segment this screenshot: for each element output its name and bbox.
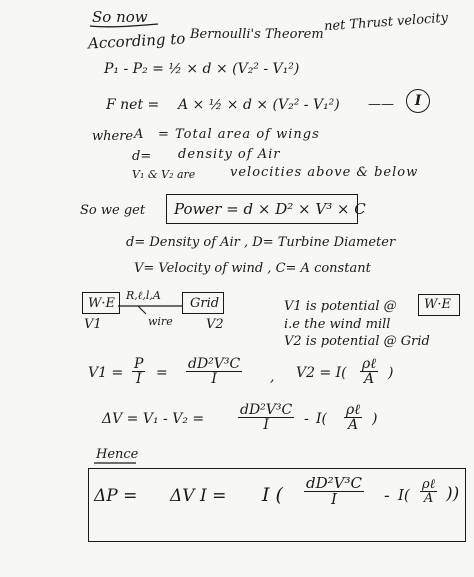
v1-potential-note: V1 is potential @ — [284, 299, 397, 314]
delta-p-lhs: ΔP = — [94, 486, 138, 506]
wind-energy-label: W·E — [88, 296, 115, 311]
velocity-symbols: V₁ & V₂ are — [132, 168, 196, 181]
area-symbol: A — [134, 127, 144, 142]
v1-power-num: dD²V³C — [188, 356, 241, 372]
equation-tag-dash: —— — [368, 97, 394, 112]
delta-p-close-parens: )) — [446, 484, 460, 504]
delta-p-power-den: I — [331, 490, 337, 508]
v1-eq-lhs: V1 = — [88, 365, 124, 381]
v1-power-den: I — [211, 371, 217, 387]
wind-mill-note: i.e the wind mill — [284, 317, 391, 332]
power-formula: Power = d × D² × V³ × C — [174, 200, 366, 218]
delta-p-power-num: dD²V³C — [306, 474, 362, 492]
delta-p-rho-num: ρℓ — [422, 477, 436, 492]
v2-label: V2 — [206, 317, 224, 332]
density-definition: density of Air — [178, 147, 281, 162]
delta-v-i-open: I( — [316, 411, 327, 427]
density-symbol: d= — [132, 149, 152, 164]
v2-close-paren: ) — [388, 365, 394, 381]
net-thrust-note: net Thrust velocity — [323, 10, 449, 35]
velocity-constant-line: V= Velocity of wind , C= A constant — [134, 261, 371, 276]
pressure-equation: P₁ - P₂ = ½ × d × (V₂² - V₁²) — [104, 61, 300, 77]
v2-rho-num: ρℓ — [362, 356, 377, 372]
delta-v-close-paren: ) — [372, 411, 378, 427]
bernoulli-theorem-text: Bernoulli's Theorem — [190, 27, 324, 42]
delta-p-i2: I( — [398, 486, 410, 504]
area-definition: = Total area of wings — [158, 127, 320, 142]
hence-label: Hence — [96, 447, 139, 462]
so-now-heading: So now — [92, 8, 148, 26]
v1-i-den: I — [135, 371, 142, 387]
v1-p-num: P — [134, 356, 144, 372]
density-diameter-line: d= Density of Air , D= Turbine Diameter — [126, 235, 396, 250]
according-to-text: According to — [87, 29, 186, 53]
fnet-rhs: A × ½ × d × (V₂² - V₁²) — [178, 97, 340, 113]
v2-area-den: A — [363, 371, 375, 387]
delta-v-minus: - — [304, 411, 309, 427]
delta-v-area-den: A — [347, 417, 359, 433]
v2-eq-lhs: V2 = I( — [296, 365, 347, 381]
velocity-definition: velocities above & below — [230, 165, 419, 180]
delta-v-power-den: I — [263, 417, 269, 433]
we-note-label: W·E — [424, 297, 451, 312]
where-label: where — [92, 129, 134, 144]
so-we-get-text: So we get — [80, 203, 146, 218]
wire-label: wire — [148, 315, 173, 328]
delta-v-rho-num: ρℓ — [346, 402, 361, 418]
delta-p-i-open: I ( — [262, 484, 283, 506]
grid-label: Grid — [190, 296, 220, 311]
wire-params: R,ℓ,l,A — [126, 289, 161, 302]
delta-p-area-den: A — [423, 491, 434, 506]
delta-p-mid: ΔV I = — [170, 486, 227, 506]
delta-v-power-num: dD²V³C — [240, 402, 293, 418]
delta-p-power-fraction — [304, 476, 364, 507]
v-eq-separator: , — [270, 369, 275, 385]
delta-v-lhs: ΔV = V₁ - V₂ = — [102, 411, 205, 427]
delta-p-minus: - — [384, 486, 390, 506]
v2-potential-note: V2 is potential @ Grid — [284, 334, 430, 349]
v1-label: V1 — [84, 317, 102, 332]
equation-tag-one: I — [406, 89, 430, 113]
v1-eq-sign: = — [156, 365, 168, 381]
fnet-lhs: F net = — [106, 97, 160, 113]
delta-p-rho-fraction — [420, 478, 437, 505]
